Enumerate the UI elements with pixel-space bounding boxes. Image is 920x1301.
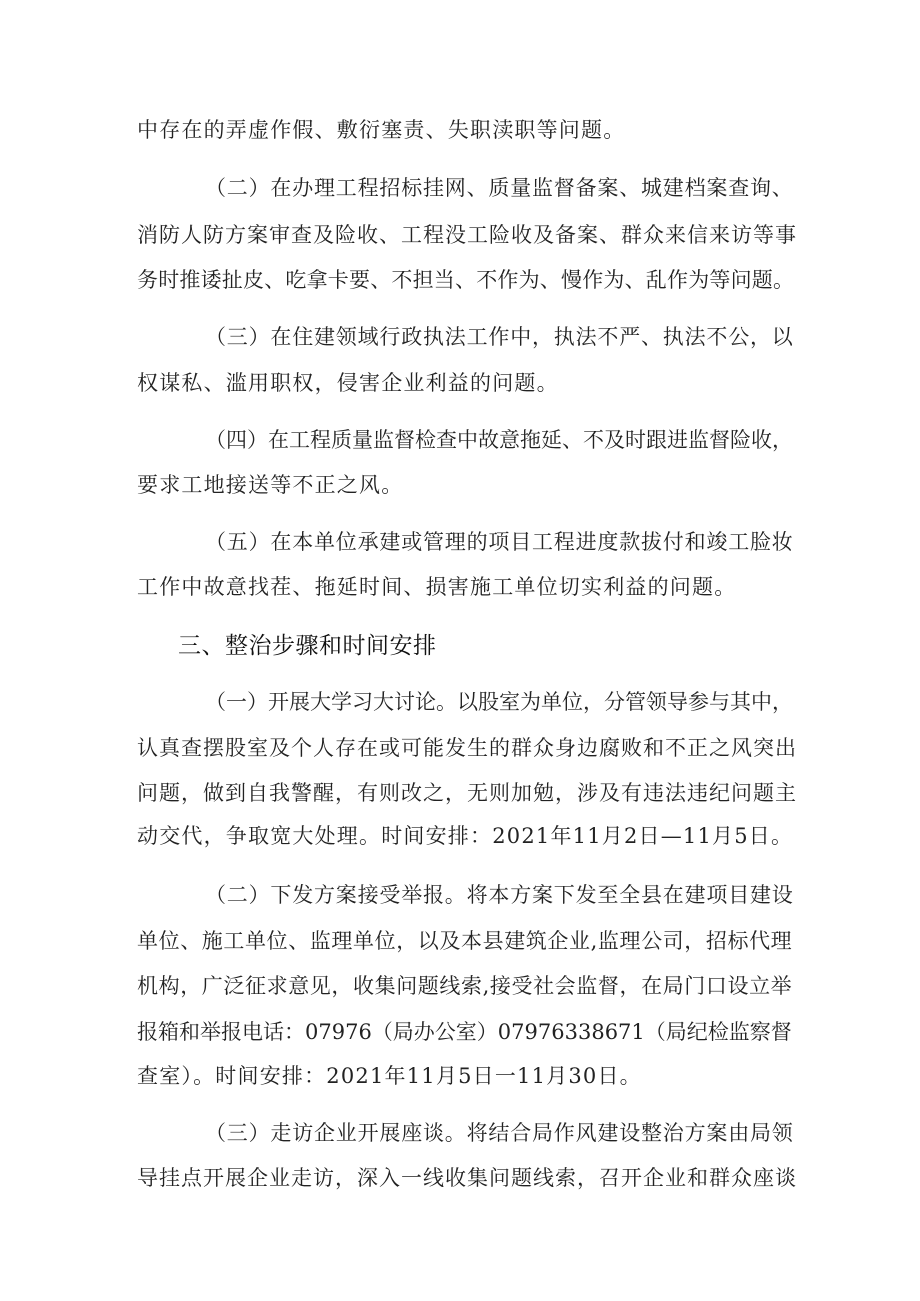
- text-line: 查室）。时间安排：2021年11月5日一11月30日。: [137, 1064, 642, 1088]
- section-heading: 三、整治步骤和时间安排: [178, 633, 437, 659]
- paragraph-item-2-line-1: （二）在办理工程招标挂网、质量监督备案、城建档案查询、: [205, 176, 794, 200]
- text-line: 工作中故意找茬、拖延时间、损害施工单位切实利益的问题。: [137, 575, 737, 599]
- text-line: 导挂点开展企业走访，深入一线收集问题线索，召开企业和群众座谈: [137, 1166, 797, 1190]
- text-line: 要求工地接送等不正之风。: [137, 473, 404, 497]
- paragraph-item-5-line-1: （五）在本单位承建或管理的项目工程进度款拔付和竣工脸妆: [205, 530, 794, 554]
- text-line: 务时推诿扯皮、吃拿卡要、不担当、不作为、慢作为、乱作为等问题。: [137, 268, 795, 292]
- text-line: 权谋私、滥用职权，侵害企业利益的问题。: [137, 371, 559, 395]
- text-line: 报箱和举报电话：07976（局办公室）07976338671（局纪检监察督: [137, 1020, 792, 1044]
- text-line: 消防人防方案审查及险收、工程没工险收及备案、群众来信来访等事: [137, 223, 797, 247]
- paragraph-step-2-line-1: （二）下发方案接受举报。将本方案下发至全县在建项目建设: [205, 883, 794, 907]
- text-line: 机构，广泛征求意见，收集问题线索,接受社会监督，在局门口设立举: [137, 974, 793, 998]
- text-line: 中存在的弄虚作假、敷衍塞责、失职渎职等问题。: [137, 118, 626, 142]
- text-line: 单位、施工单位、监理单位，以及本县建筑企业,监理公司，招标代理: [137, 929, 793, 953]
- paragraph-item-4-line-1: （四）在工程质量监督检查中故意拖延、不及时跟进监督险收，: [205, 428, 793, 452]
- text-line: 认真查摆股室及个人存在或可能发生的群众身边腐败和不正之风突出: [137, 736, 797, 760]
- text-line: 动交代，争取宽大处理。时间安排：2021年11月2日—11月5日。: [137, 824, 794, 848]
- text-line: 问题，做到自我警醒，有则改之，无则加勉，涉及有违法违纪问题主: [137, 781, 797, 805]
- paragraph-step-1-line-1: （一）开展大学习大讨论。以股室为单位，分管领导参与其中，: [205, 690, 793, 714]
- paragraph-step-3-line-1: （三）走访企业开展座谈。将结合局作风建设整治方案由局领: [205, 1121, 794, 1145]
- paragraph-item-3-line-1: （三）在住建领域行政执法工作中，执法不严、执法不公，以: [205, 325, 794, 349]
